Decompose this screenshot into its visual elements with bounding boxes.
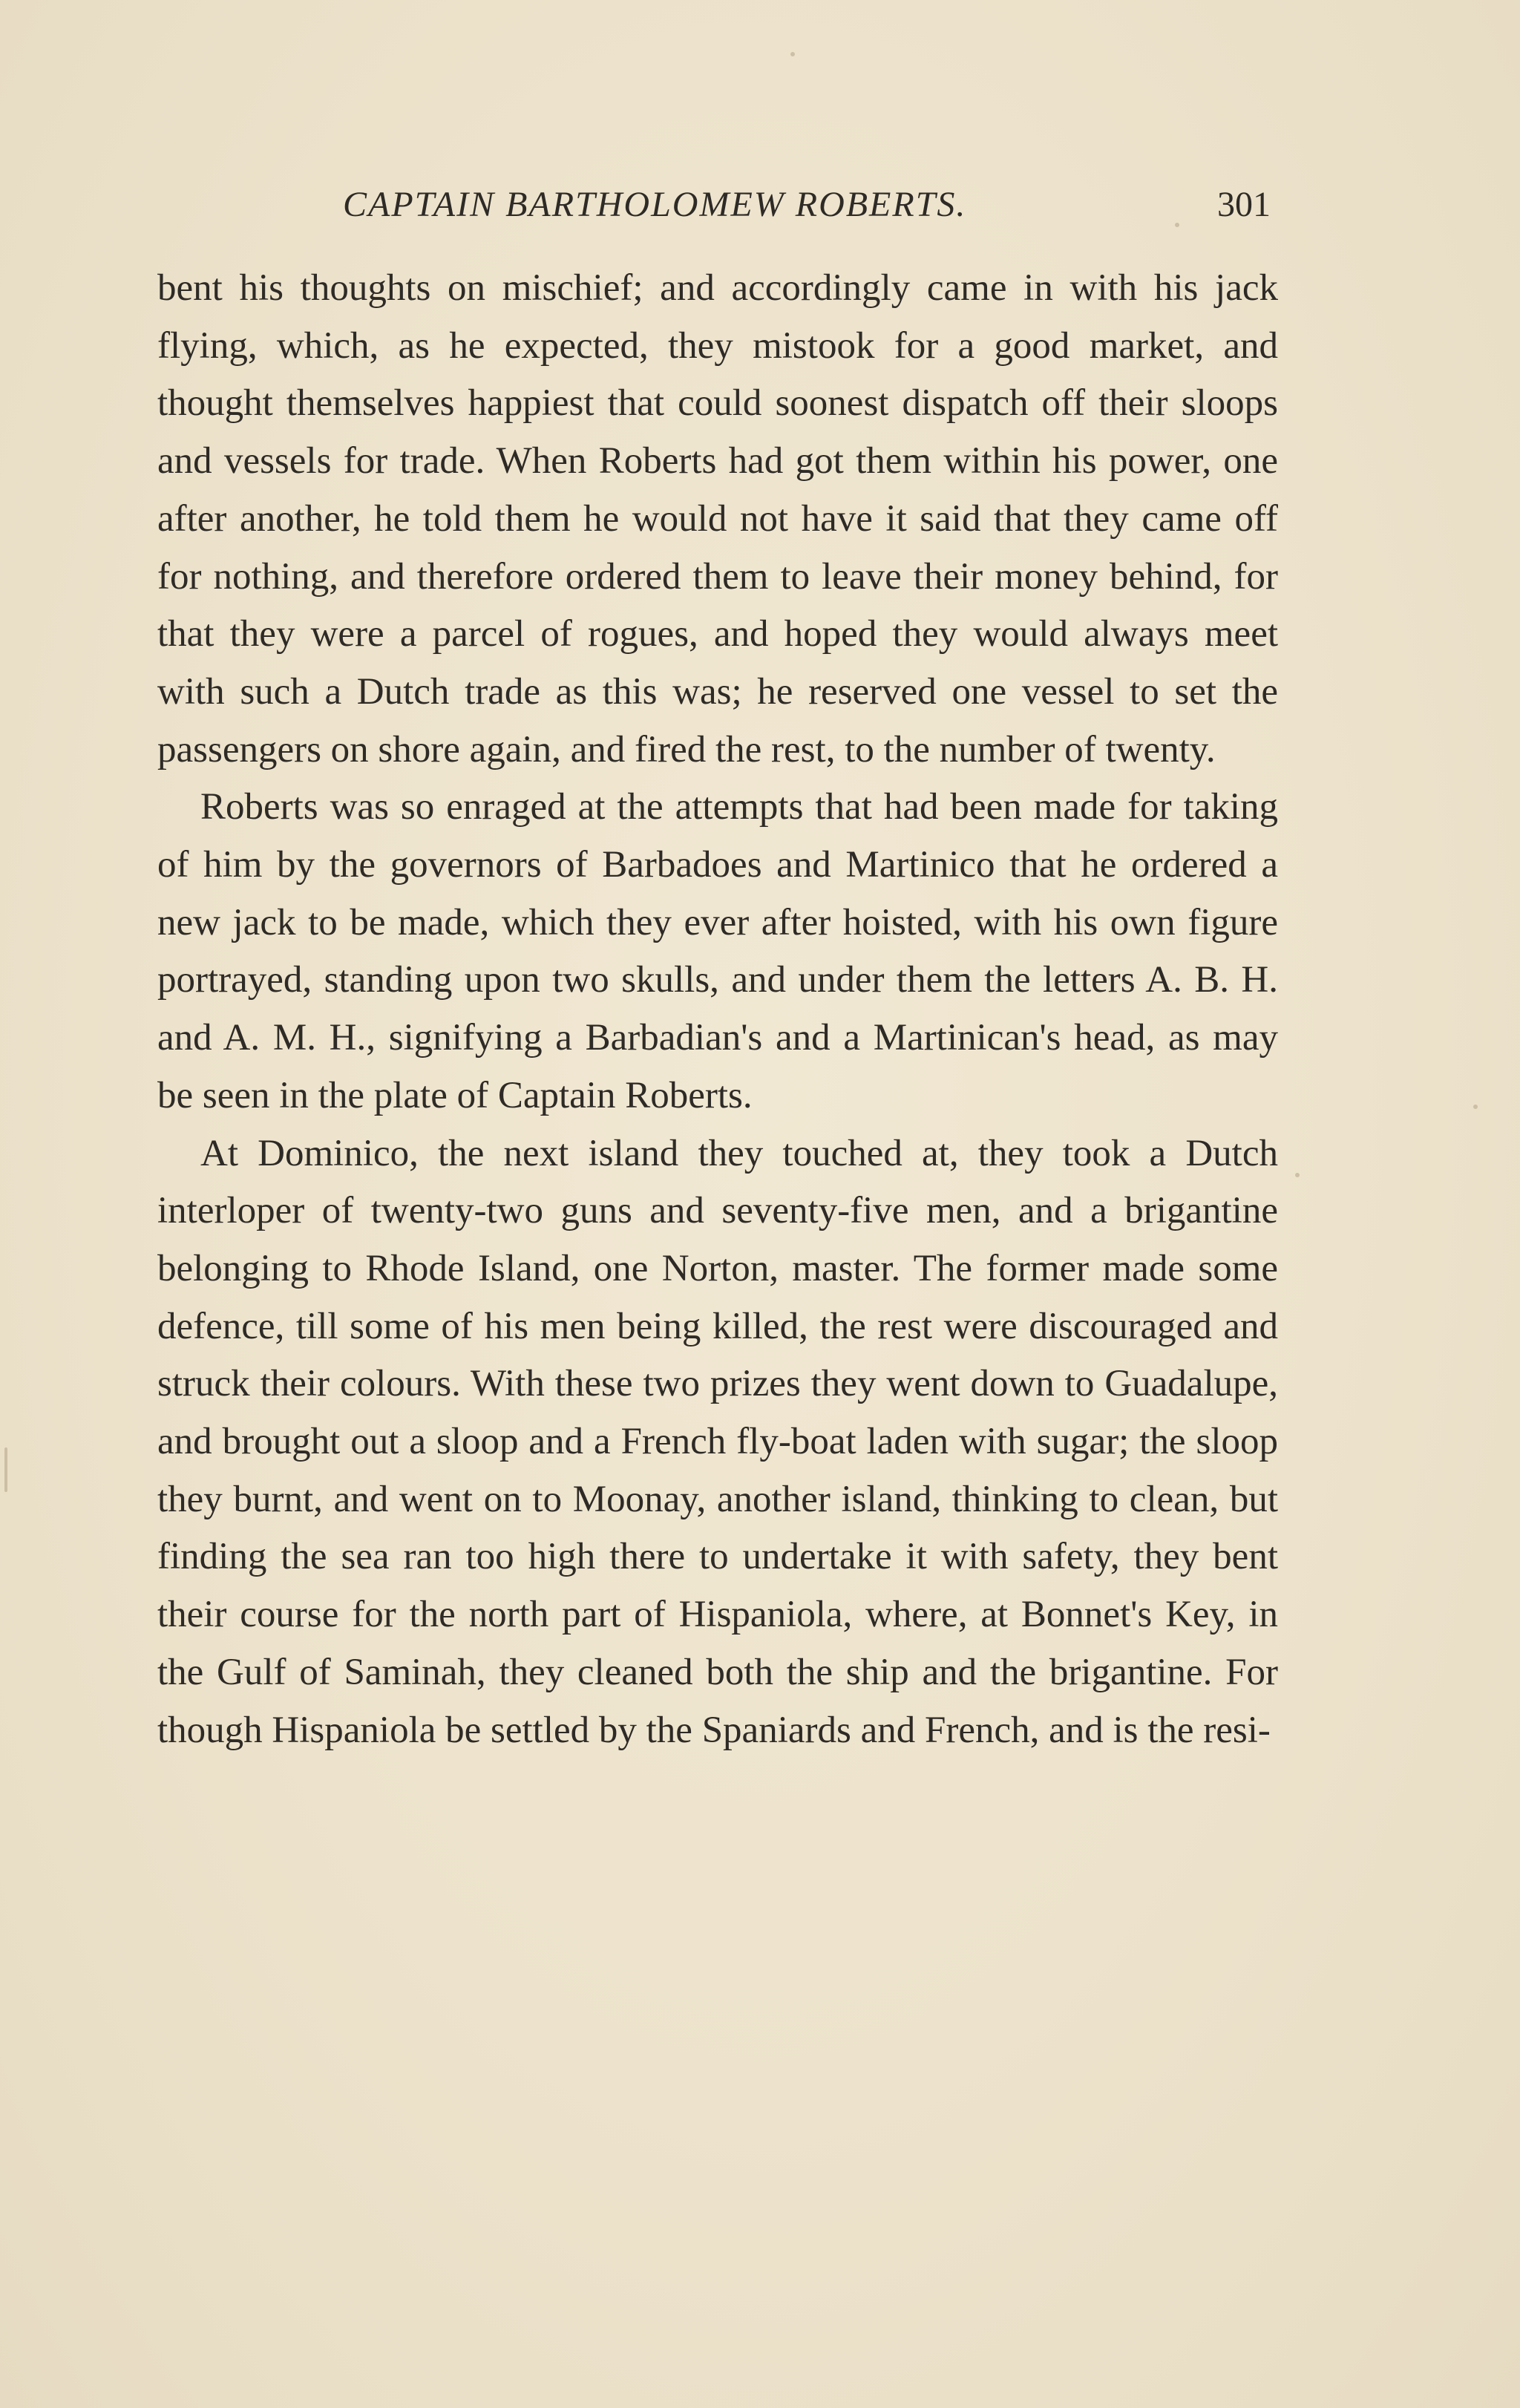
page-number: 301 bbox=[1217, 185, 1271, 224]
paper-speck bbox=[790, 52, 795, 56]
paper-speck bbox=[1473, 1105, 1478, 1109]
paragraph-1: bent his thoughts on mischief; and accordingly came in with his jack flying, which, as he expected, they mistook for a good market, and thought themselves happiest that could soonest dispatch off their sloops and vessels for trade. When Roberts had got them within his power, one after another, he told them he would not have it said that they came off for nothing, and therefore ordered them to leave their money behind, for that they were a parcel of rogues, and hoped they would always meet with such a Dutch trade as this was; he reserved one vessel to set the passengers on shore again, and fired the rest, to the number of twenty. bbox=[157, 267, 1278, 771]
paragraph-2: Roberts was so enraged at the attempts that had been made for taking of him by the governors of Barbadoes and Martinico that he ordered a new jack to be made, which they ever after hoisted, with his own figure portrayed, standing upon two skulls, and under them the letters A. B. H. and A. M. H., signifying a Barbadian's and a Martinican's head, as may be seen in the plate of Captain Roberts. bbox=[157, 786, 1278, 1116]
paper-speck bbox=[4, 1447, 7, 1492]
running-title: CAPTAIN BARTHOLOMEW ROBERTS. bbox=[343, 185, 967, 224]
paper-speck bbox=[1175, 223, 1179, 227]
paragraph-3: At Dominico, the next island they touched at, they took a Dutch interloper of twenty-two guns and seventy-five men, and a brigantine belonging to Rhode Island, one Norton, master. The former made some defence, till some of his men being killed, the rest were discouraged and struck their colours. With these two prizes they went down to Guadalupe, and brought out a sloop and a French fly-boat laden with sugar; the sloop they burnt, and went on to Moonay, another island, thinking to clean, but finding the sea ran too high there to undertake it with safety, they bent their course for the north part of Hispaniola, where, at Bonnet's Key, in the Gulf of Saminah, they cleaned both the ship and the brigantine. For though Hispaniola be settled by the Spaniards and French, and is the resi- bbox=[157, 1132, 1278, 1751]
page-header bbox=[157, 184, 1271, 236]
paper-speck bbox=[1295, 1173, 1300, 1177]
body-text bbox=[157, 260, 1278, 1759]
